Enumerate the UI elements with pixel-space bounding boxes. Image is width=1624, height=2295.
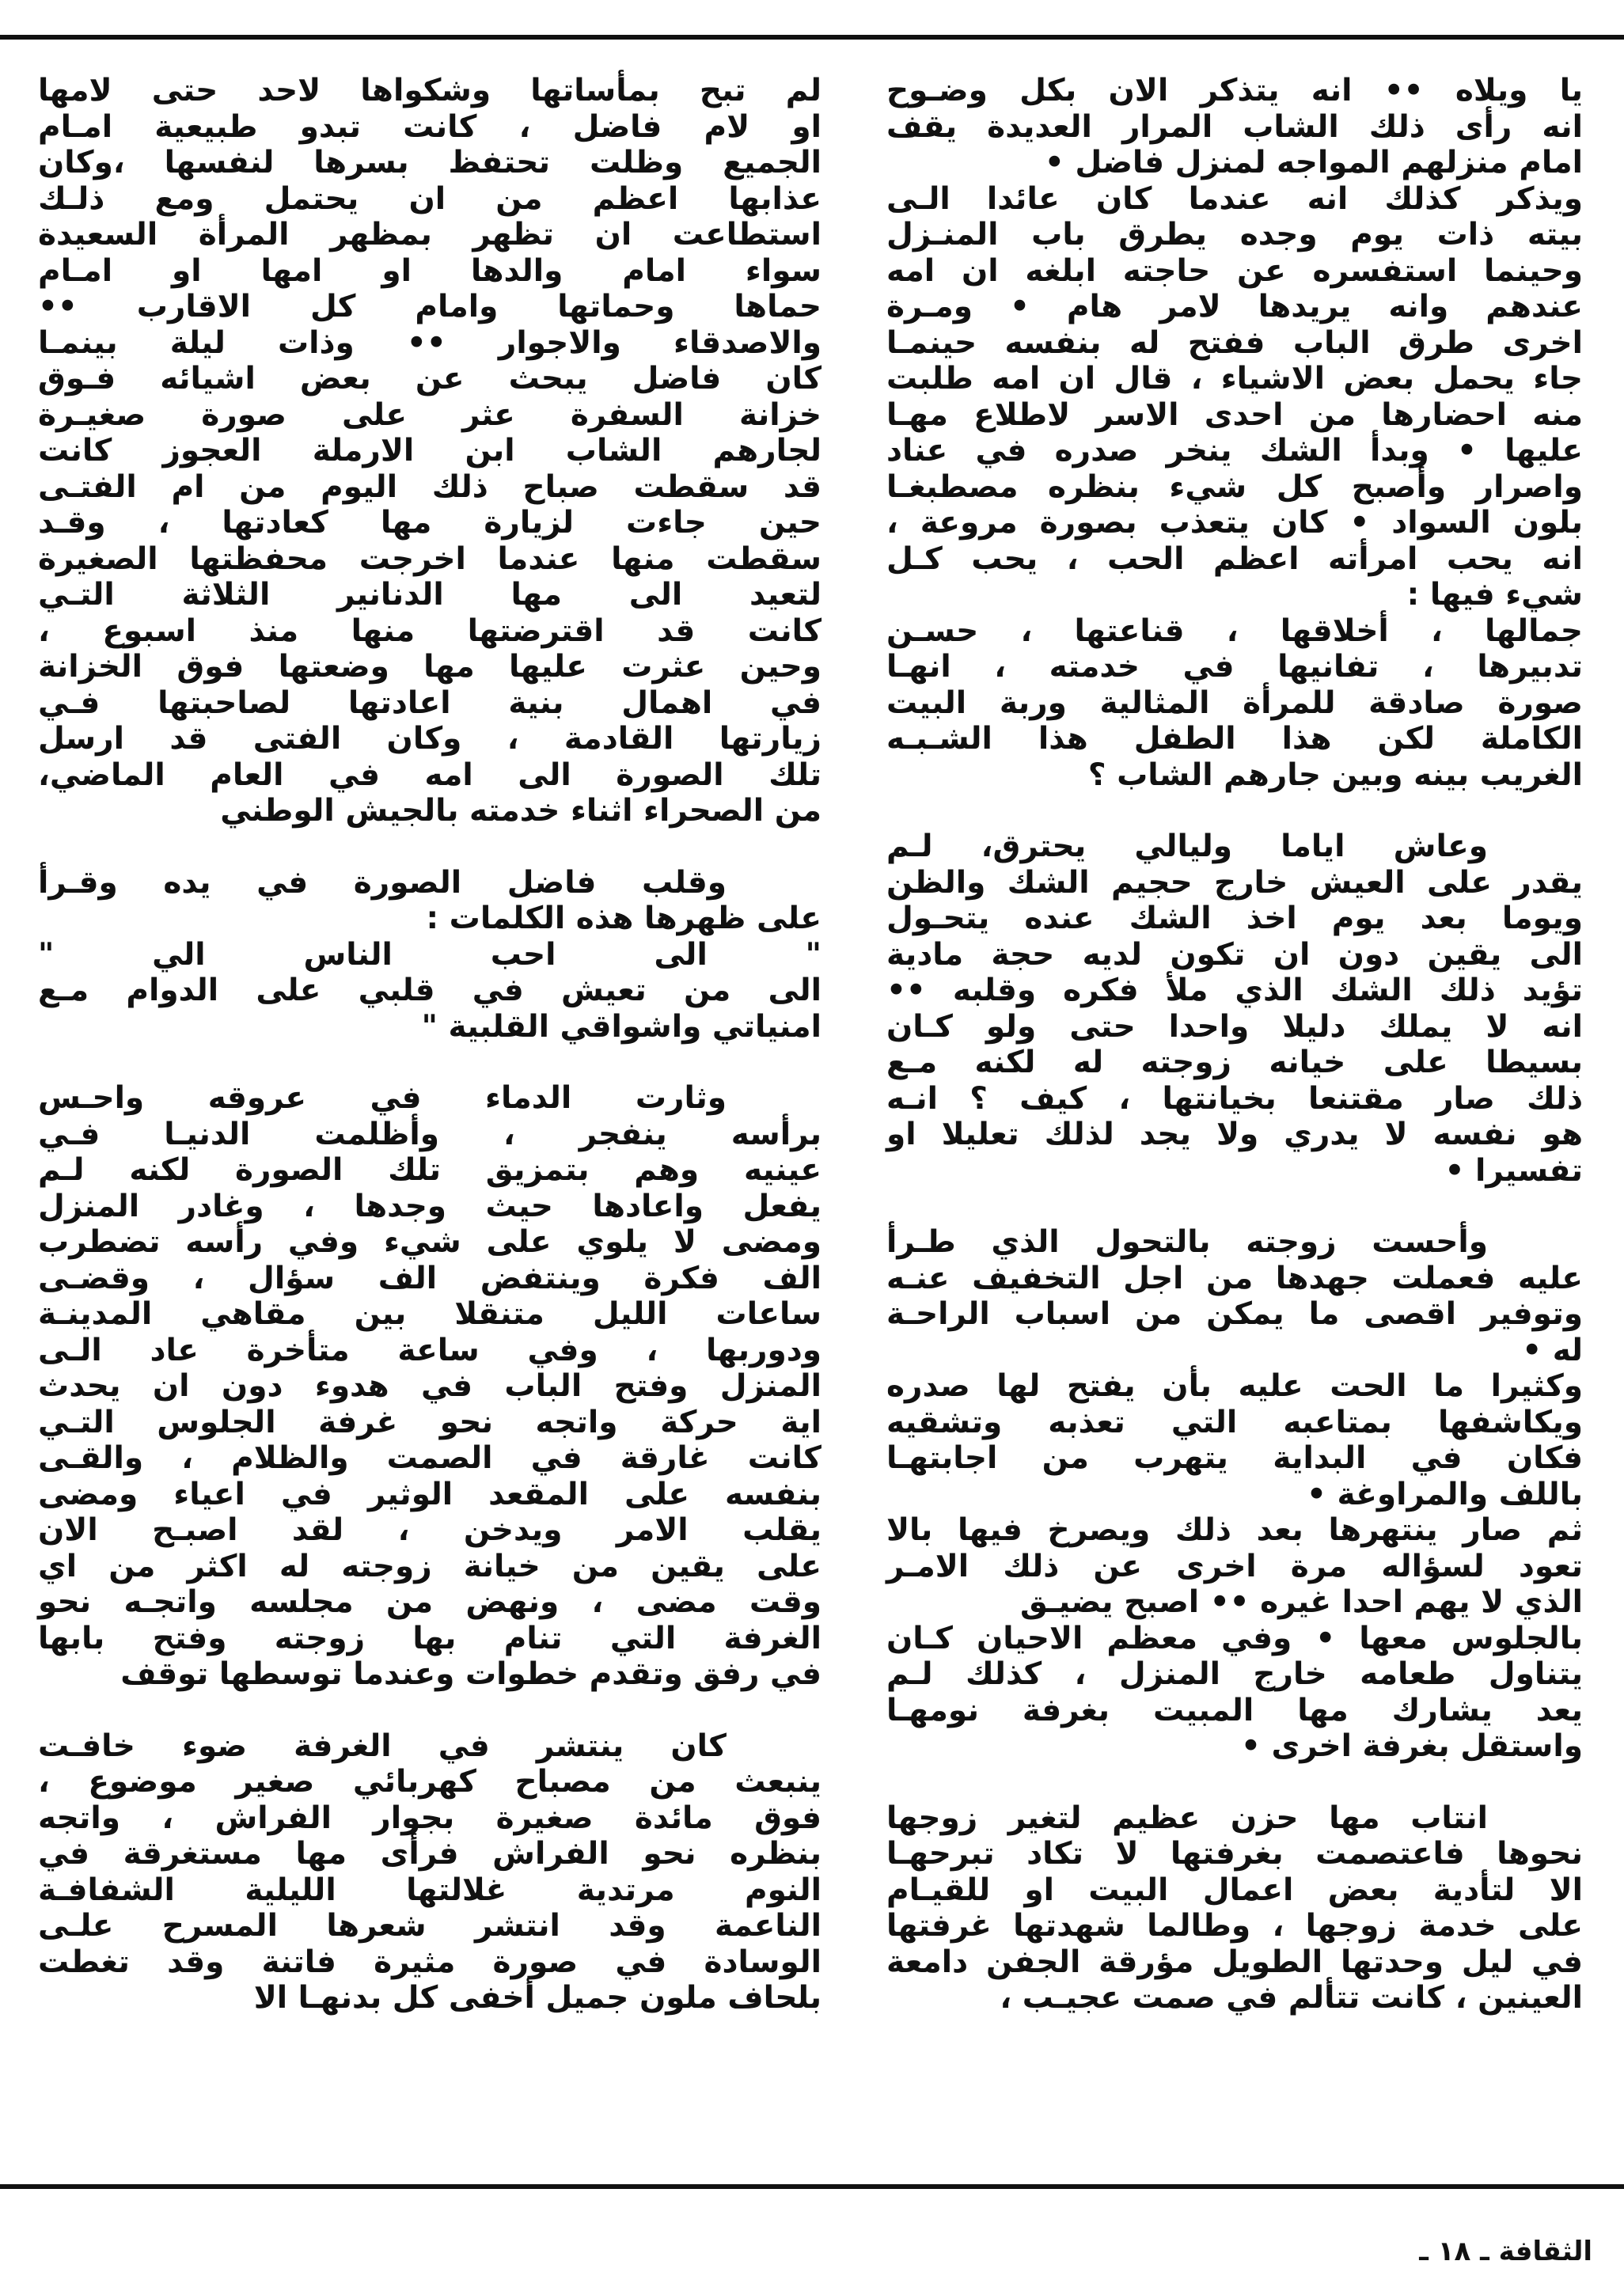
text-line: حين جاءت لزيارة مها كعادتها ، وقـد — [38, 505, 821, 541]
text-line: الف فكرة وينتفض الف سؤال ، وقضـى — [38, 1260, 821, 1296]
text-line: ينبعث من مصباح كهربائي صغير موضوع ، — [38, 1764, 821, 1800]
text-line: زيارتها القادمة ، وكان الفتى قد ارسل — [38, 721, 821, 757]
text-line: واصرار وأصبح كل شيء بنظره مصطبغـا — [886, 468, 1583, 505]
bottom-rule — [0, 2184, 1624, 2189]
text-line: منه احضارها من احدى الاسر لاطلاع مهـا — [886, 396, 1583, 433]
text-line: تدبيرها ، تفانيها في خدمته ، انهـا — [886, 649, 1583, 685]
text-line: الغريب بينه وبين جارهم الشاب ؟ — [1087, 757, 1583, 793]
text-line: يقلب الامر ويدخن ، لقد اصبـح الان — [38, 1512, 821, 1548]
text-line: على يقين من خيانة زوجته له اكثر من اي — [38, 1548, 821, 1584]
text-line: واستقل بغرفة اخرى • — [1240, 1728, 1583, 1764]
text-line: وقلب فاضل الصورة في يده وقـرأ — [38, 864, 727, 901]
text-line: كان فاضل يبحث عن بعض اشيائه فـوق — [38, 361, 821, 396]
text-line: كان ينتشر في الغرفة ضوء خافـت — [38, 1728, 727, 1764]
text-line: ويذكر كذلك انه عندما كان عائدا الـى — [886, 180, 1583, 217]
text-line: شيء فيها : — [1406, 577, 1583, 613]
text-line: نحوها فاعتصمت بغرفتها لا تكاد تبرحهـا — [886, 1836, 1583, 1872]
text-line: لجارهم الشاب ابن الارملة العجوز كانت — [38, 433, 821, 468]
text-line: تفسيرا • — [1444, 1152, 1583, 1189]
paragraph — [886, 73, 1583, 181]
text-line: امام منزلهم المواجه لمنزل فاضل • — [1044, 145, 1583, 180]
text-line: الى يقين دون ان تكون لديه حجة مادية — [886, 936, 1583, 973]
text-line: بنفسه على المقعد الوثير في اعياء ومضى — [38, 1476, 821, 1512]
text-line: الا لتأدية بعض اعمال البيت او للقيـام — [886, 1872, 1583, 1908]
text-line: حماها وحماتها وامام كل الاقارب •• — [38, 289, 821, 324]
text-line: في اهمال بنية اعادتها لصاحبتها فـي — [38, 685, 821, 721]
text-line: ويكاشفها بمتاعبه التي تعذبه وتشقيه — [886, 1404, 1583, 1440]
text-line: بسيطا على خيانه زوجته له لكنه مـع — [886, 1045, 1583, 1080]
text-line: بالجلوس معها • وفي معظم الاحيان كـان — [886, 1620, 1583, 1656]
paragraph — [38, 1080, 821, 1693]
text-line: برأسه ينفجر ، وأظلمت الدنيـا فـي — [38, 1116, 821, 1152]
text-line: عليها • وبدأ الشك ينخر صدره في عناد — [886, 433, 1583, 468]
text-line: من الصحراء اثناء خدمته بالجيش الوطني — [220, 793, 821, 829]
text-line: الغرفة التي تنام بها زوجته وفتح بابها — [38, 1620, 821, 1656]
text-line: عذابها اعظم من ان يحتمل ومع ذلـك — [38, 180, 821, 217]
text-line: وأحست زوجته بالتحول الذي طـرأ — [886, 1224, 1488, 1260]
text-line: اخرى طرق الباب ففتح له بنفسه حينمـا — [886, 324, 1583, 361]
text-line: الذي لا يهم احدا غيره •• اصبح يضيـق — [1020, 1584, 1583, 1620]
text-line: يفعل واعادها حيث وجدها ، وغادر المنزل — [38, 1188, 821, 1224]
paragraph — [886, 1512, 1583, 1621]
text-line: بيته ذات يوم وجده يطرق باب المنـزل — [886, 217, 1583, 252]
text-line: عينيه وهم بتمزيق تلك الصورة لكنه لـم — [38, 1152, 821, 1188]
paragraph — [38, 865, 821, 937]
text-line: هو نفسه لا يدري ولا يجد لذلك تعليلا او — [886, 1117, 1583, 1152]
text-line: صورة صادقة للمرأة المثالية وربة البيت — [886, 685, 1583, 721]
text-line: انه رأى ذلك الشاب المرار العديدة يقف — [886, 108, 1583, 145]
text-line: ويوما بعد يوم اخذ الشك عنده يتحـول — [886, 901, 1583, 936]
text-line: " الى احب الناس الي " — [38, 936, 821, 973]
paragraph — [886, 829, 1583, 1189]
paragraph — [886, 1224, 1583, 1368]
text-line: خزانة السفرة عثر على صورة صغيـرة — [38, 396, 821, 433]
text-line: لم تبح بمأساتها وشكواها لاحد حتى لامها — [38, 73, 821, 108]
text-line: المنزل وفتح الباب في هدوء دون ان يحدث — [38, 1368, 821, 1404]
text-line: اية حركة واتجه نحو غرفة الجلوس التـي — [38, 1404, 821, 1440]
text-line: النوم مرتدية غلالتها الليلية الشفافـة — [38, 1872, 821, 1908]
text-line: ودوربها ، وفي ساعة متأخرة عاد الـى — [38, 1332, 821, 1368]
text-line: لتعيد الى مها الدنانير الثلاثة التـي — [38, 577, 821, 613]
left-column — [38, 73, 821, 2016]
text-line: يقدر على العيش خارج حجيم الشك والظن — [886, 864, 1583, 901]
text-line: تلك الصورة الى امه في العام الماضي، — [38, 757, 821, 793]
text-line: وعاش اياما وليالي يحترق، لـم — [886, 829, 1488, 864]
text-line: الناعمة وقد انتشر شعرها المسرح علـى — [38, 1908, 821, 1944]
text-line: على خدمة زوجها ، وطالما شهدتها غرفتها — [886, 1908, 1583, 1944]
text-line: عليه فعملت جهدها من اجل التخفيف عنـه — [886, 1260, 1583, 1296]
text-line: او لام فاضل ، كانت تبدو طبيعية امـام — [38, 108, 821, 145]
paragraph — [38, 1728, 821, 2016]
text-line: بلحاف ملون جميل أخفى كل بدنهـا الا — [253, 1980, 821, 2016]
text-line: وحين عثرت عليها مها وضعتها فوق الخزانة — [38, 649, 821, 685]
text-line: وثارت الدماء في عروقه واحـس — [38, 1080, 727, 1116]
text-line: سواء امام والدها او امها او امـام — [38, 252, 821, 289]
text-line: بنظره نحو الفراش فرأى مها مستغرقة في — [38, 1836, 821, 1872]
text-line: على ظهرها هذه الكلمات : — [426, 901, 821, 936]
text-line: وحينما استفسره عن حاجته ابلغه ان امه — [886, 252, 1583, 289]
text-line: يتناول طعامه خارج المنزل ، كذلك لـم — [886, 1656, 1583, 1692]
text-line: ساعات الليل متنقلا بين مقاهي المدينـة — [38, 1296, 821, 1332]
text-line: امنياتي واشواقي القلبية " — [421, 1008, 821, 1045]
text-line: عندهم وانه يريدها لامر هام • ومـرة — [886, 289, 1583, 324]
paragraph — [886, 1621, 1583, 1765]
text-line: تؤيد ذلك الشك الذي ملأ فكره وقلبه •• — [886, 973, 1583, 1008]
top-rule — [0, 35, 1624, 40]
paragraph — [38, 937, 821, 1045]
text-line: باللف والمراوغة • — [1307, 1476, 1583, 1512]
paragraph — [886, 1800, 1583, 2016]
paragraph — [886, 181, 1583, 613]
text-line: جاء يحمل بعض الاشياء ، قال ان امه طلبت — [886, 361, 1583, 396]
text-line: الجميع وظلت تحتفظ بسرها لنفسها ،وكان — [38, 145, 821, 180]
text-line: قد سقطت صباح ذلك اليوم من ام الفتـى — [38, 468, 821, 505]
paragraph — [38, 73, 821, 829]
text-line: في ليل وحدتها الطويل مؤرقة الجفن دامعة — [886, 1944, 1583, 1980]
text-line: العينين ، كانت تتألم في صمت عجيـب ، — [1000, 1980, 1583, 2016]
paragraph — [886, 613, 1583, 794]
text-line: انه يحب امرأته اعظم الحب ، يحب كـل — [886, 541, 1583, 577]
text-line: ذلك صار مقتنعا بخيانتها ، كيف ؟ انـه — [886, 1080, 1583, 1117]
text-line: بلون السواد • كان يتعذب بصورة مروعة ، — [886, 505, 1583, 541]
text-line: استطاعت ان تظهر بمظهر المرأة السعيدة — [38, 217, 821, 252]
right-column — [886, 73, 1583, 2016]
text-line: فوق مائدة صغيرة بجوار الفراش ، واتجه — [38, 1800, 821, 1836]
text-line: والاصدقاء والاجوار •• وذات ليلة بينمـا — [38, 324, 821, 361]
text-line: تعود لسؤاله مرة اخرى عن ذلك الامـر — [886, 1548, 1583, 1584]
text-line: انتاب مها حزن عظيم لتغير زوجها — [886, 1800, 1488, 1836]
text-line: فكان في البداية يتهرب من اجابتهـا — [886, 1440, 1583, 1476]
text-line: كانت قد اقترضتها منها منذ اسبوع ، — [38, 613, 821, 649]
text-line: الوسادة في صورة مثيرة فاتنة وقد تغطت — [38, 1944, 821, 1980]
text-line: الكاملة لكن هذا الطفل هذا الشـبـه — [886, 721, 1583, 757]
paragraph — [886, 1368, 1583, 1512]
text-line: وتوفير اقصى ما يمكن من اسباب الراحـة — [886, 1296, 1583, 1332]
text-line: جمالها ، أخلاقها ، قناعتها ، حسـن — [886, 613, 1583, 649]
text-line: انه لا يملك دليلا واحدا حتى ولو كـان — [886, 1008, 1583, 1045]
text-line: ومضى لا يلوي على شيء وفي رأسه تضطرب — [38, 1224, 821, 1260]
text-line: وكثيرا ما الحت عليه بأن يفتح لها صدره — [886, 1368, 1583, 1404]
text-line: له • — [1522, 1332, 1583, 1368]
text-line: كانت غارقة في الصمت والظلام ، والقـى — [38, 1440, 821, 1476]
text-line: سقطت منها عندما اخرجت محفظتها الصغيرة — [38, 541, 821, 577]
text-line: يا ويلاه •• انه يتذكر الان بكل وضـوح — [886, 73, 1583, 108]
text-line: يعد يشارك مها المبيت بغرفة نومهـا — [886, 1692, 1583, 1728]
text-line: الى من تعيش في قلبي على الدوام مـع — [38, 973, 821, 1008]
text-line: في رفق وتقدم خطوات وعندما توسطها توقف — [120, 1656, 821, 1692]
text-line: وقت مضى ، ونهض من مجلسه واتجـه نحو — [38, 1584, 821, 1620]
text-line: ثم صار ينتهرها بعد ذلك ويصرخ فيها بالا — [886, 1512, 1583, 1548]
page-footer: الثقافة ـ ١٨ ـ — [1419, 2236, 1592, 2267]
